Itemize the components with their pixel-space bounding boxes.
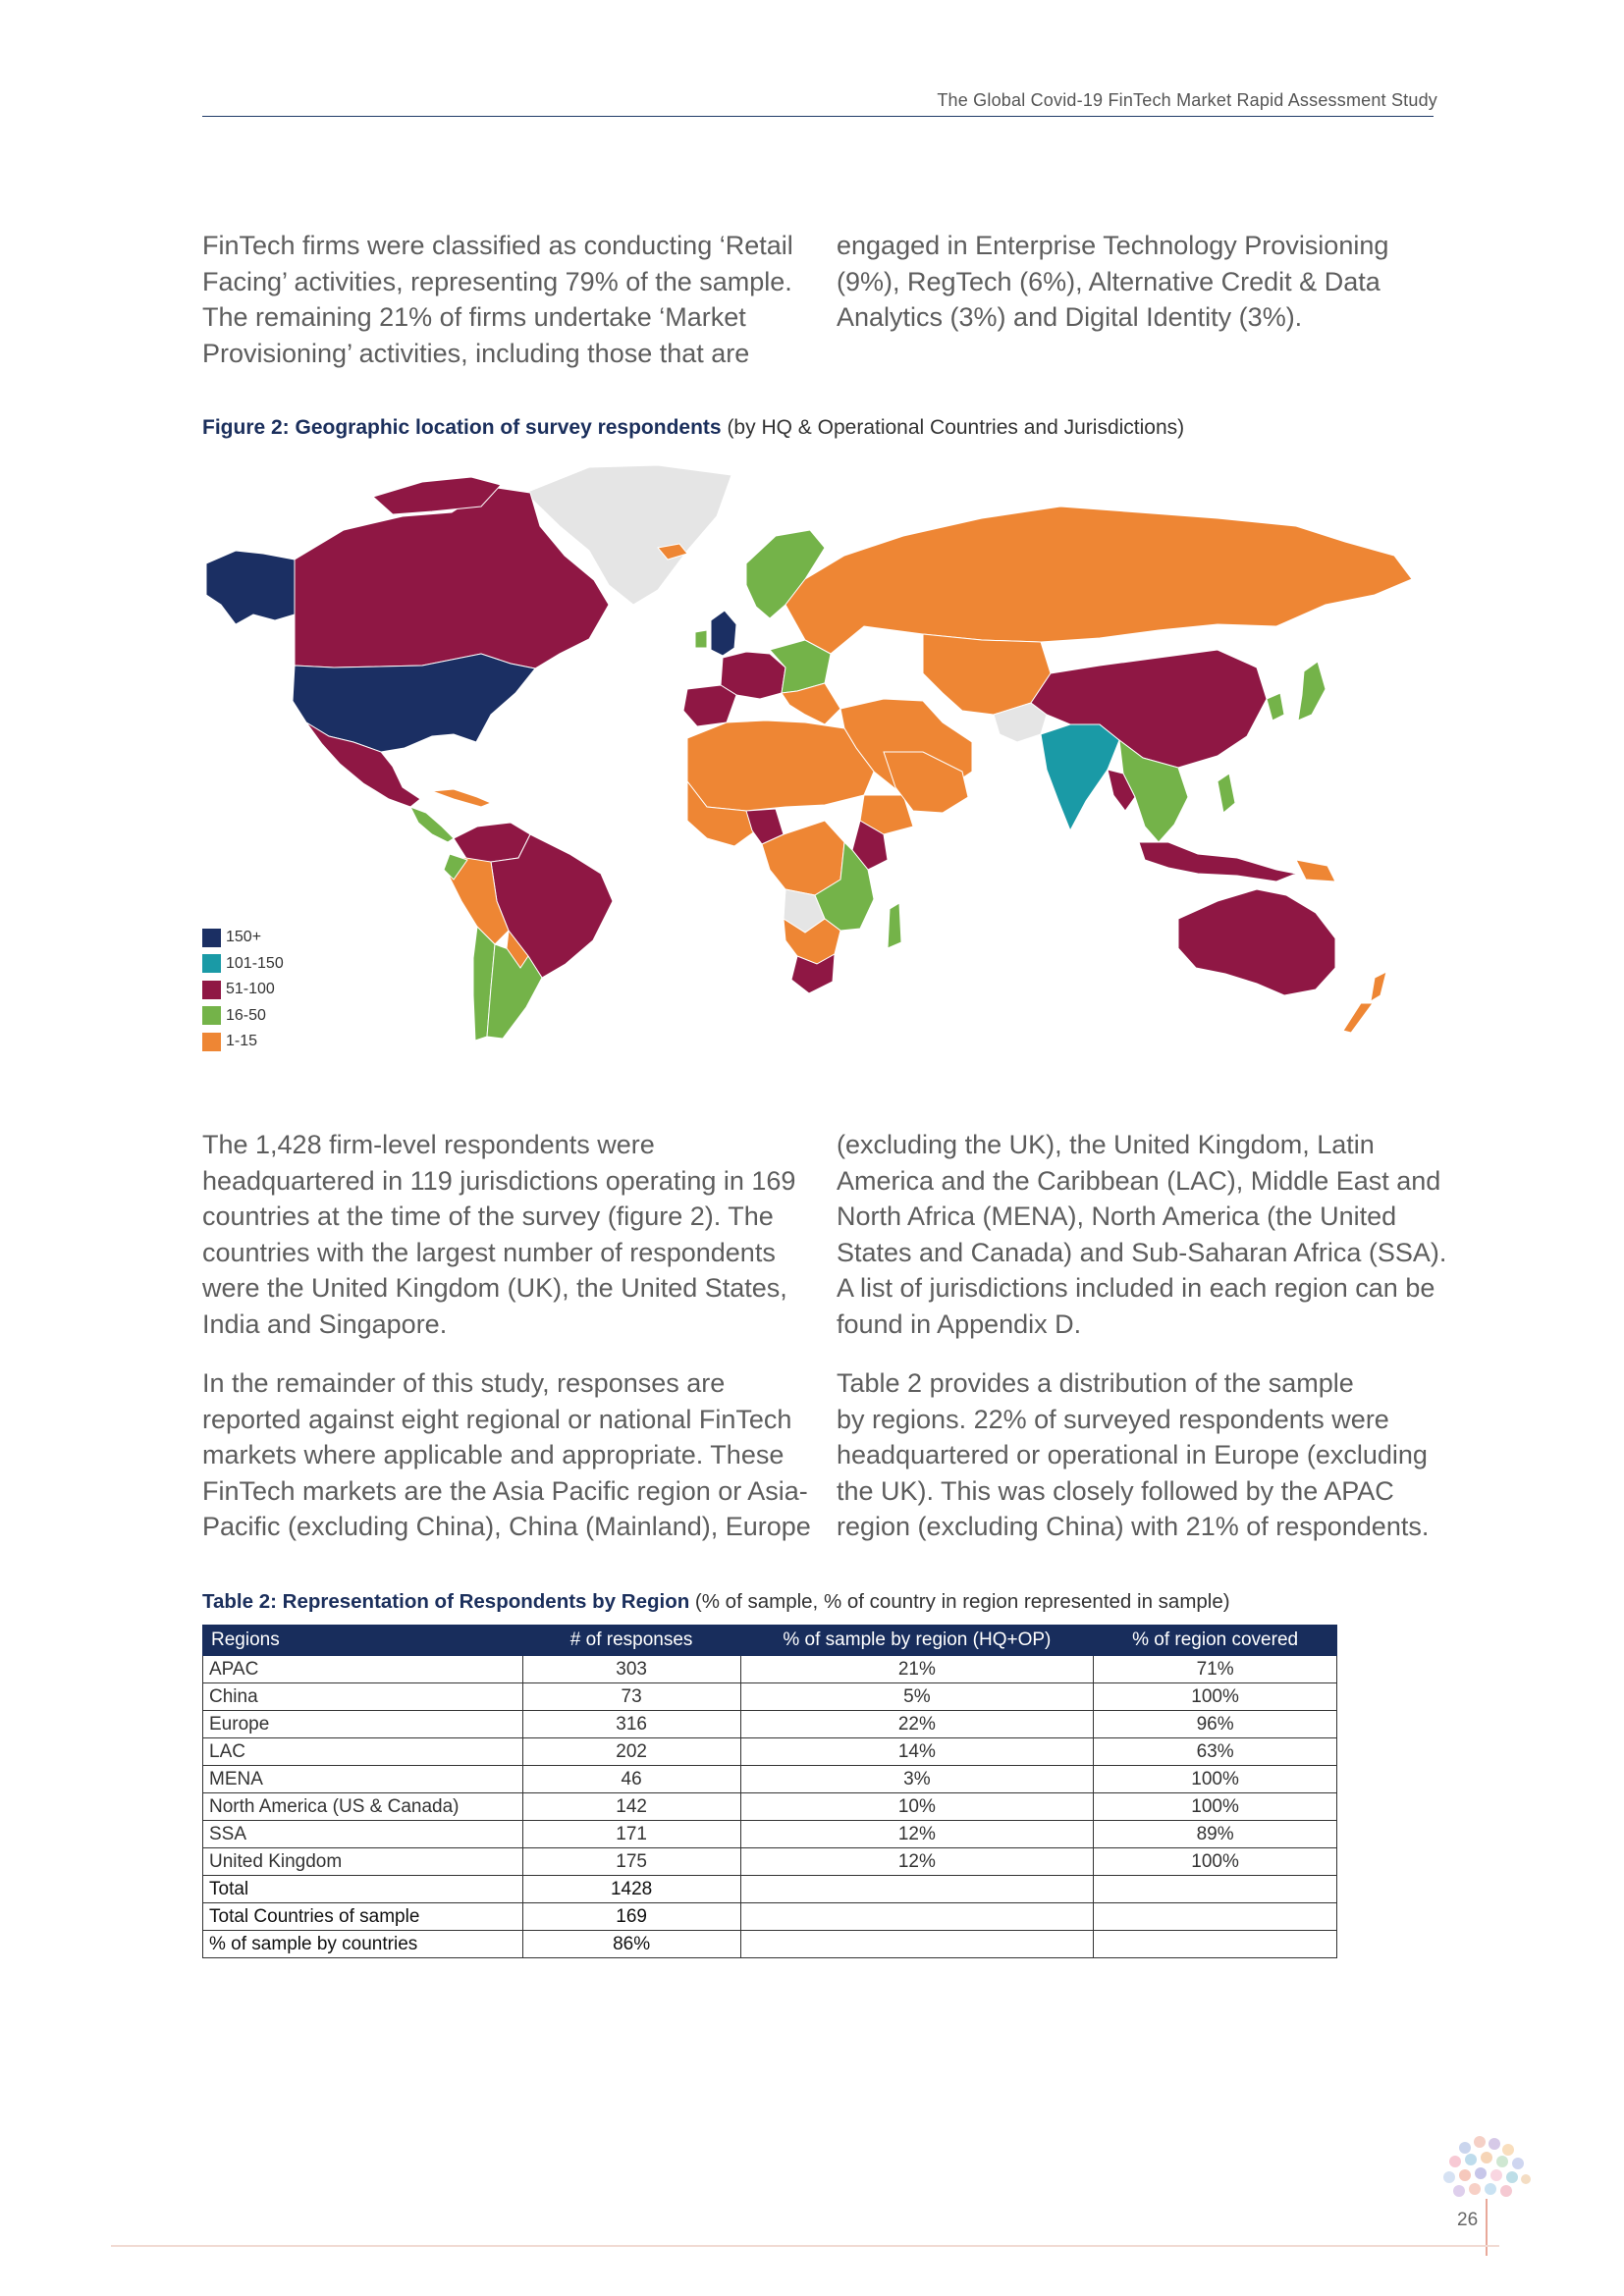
text-line: In the remainder of this study, responses are <box>202 1368 726 1398</box>
table-cell: 100% <box>1094 1683 1337 1711</box>
column-header: % of sample by region (HQ+OP) <box>740 1626 1094 1656</box>
map-region-madagascar <box>888 903 901 948</box>
map-region-north-africa <box>687 721 874 811</box>
table-cell: 169 <box>522 1903 740 1931</box>
table-cell: Total <box>203 1876 523 1903</box>
text-line: Table 2 provides a distribution of the sample <box>837 1368 1354 1398</box>
paragraph <box>202 1127 811 1342</box>
map-region-central-america <box>410 807 454 842</box>
legend-label: 150+ <box>226 929 262 946</box>
text-line: the UK). This was closely followed by the APAC <box>837 1475 1394 1506</box>
table-cell: Total Countries of sample <box>203 1903 523 1931</box>
table-cell: 14% <box>740 1738 1094 1766</box>
legend-swatch <box>202 929 221 947</box>
running-header: The Global Covid-19 FinTech Market Rapid Assessment Study <box>937 90 1437 110</box>
table-cell <box>1094 1876 1337 1903</box>
text-line: FinTech markets are the Asia Pacific region or Asia- <box>202 1475 808 1506</box>
legend-item <box>202 951 284 978</box>
table-cell: 100% <box>1094 1793 1337 1821</box>
page-number: 26 <box>1457 2210 1479 2230</box>
paragraph <box>837 1365 1445 1545</box>
table-cell: 202 <box>522 1738 740 1766</box>
text-line: America and the Caribbean (LAC), Middle East and <box>837 1165 1441 1196</box>
body-left-column <box>202 1127 811 1569</box>
table-cell: 22% <box>740 1711 1094 1738</box>
text-line: countries at the time of the survey (figure 2). The <box>202 1201 774 1231</box>
text-line: reported against eight regional or national FinTech <box>202 1404 792 1434</box>
text-line: by regions. 22% of surveyed respondents were <box>837 1404 1389 1434</box>
text-line: Analytics (3%) and Digital Identity (3%). <box>837 302 1303 332</box>
table-cell: 46 <box>522 1766 740 1793</box>
table-cell: 63% <box>1094 1738 1337 1766</box>
legend-item <box>202 977 284 1003</box>
legend-label: 101-150 <box>226 954 284 972</box>
map-region-caribbean <box>432 789 491 807</box>
column-header: # of responses <box>522 1626 740 1656</box>
table-cell: 5% <box>740 1683 1094 1711</box>
map-region-philippines <box>1218 774 1235 813</box>
table-cell: APAC <box>203 1656 523 1683</box>
text-line: countries with the largest number of respondents <box>202 1237 776 1267</box>
map-region-uk <box>711 611 736 656</box>
legend-item <box>202 1029 284 1055</box>
map-region-australia <box>1178 889 1335 995</box>
table-cell <box>740 1876 1094 1903</box>
intro-left-column <box>202 228 811 395</box>
table-cell: 3% <box>740 1766 1094 1793</box>
table-cell: 89% <box>1094 1821 1337 1848</box>
table-total-row <box>203 1931 1337 1958</box>
text-line: A list of jurisdictions included in each region can be <box>837 1273 1435 1303</box>
text-line: FinTech firms were classified as conducting ‘Retail <box>202 231 793 260</box>
table-cell: 316 <box>522 1711 740 1738</box>
text-line: headquartered in 119 jurisdictions operating in 169 <box>202 1165 796 1196</box>
text-line: The remaining 21% of firms undertake ‘Market <box>202 302 746 332</box>
table-row <box>203 1766 1337 1793</box>
legend-swatch <box>202 1006 221 1025</box>
map-region-korea <box>1267 693 1284 721</box>
map-region-ireland <box>695 630 707 648</box>
table-cell: 175 <box>522 1848 740 1876</box>
table-cell: 71% <box>1094 1656 1337 1683</box>
legend-swatch <box>202 1033 221 1051</box>
table-cell: % of sample by countries <box>203 1931 523 1958</box>
paragraph <box>202 1365 811 1545</box>
table-row <box>203 1821 1337 1848</box>
text-line: (9%), RegTech (6%), Alternative Credit & Data <box>837 266 1380 296</box>
table-cell: MENA <box>203 1766 523 1793</box>
column-header: Regions <box>203 1626 523 1656</box>
region-table <box>202 1625 1337 1958</box>
table-cell: 12% <box>740 1848 1094 1876</box>
text-line: Provisioning’ activities, including those that are <box>202 338 750 368</box>
figure-caption-subtitle: (by HQ & Operational Countries and Jurisdictions) <box>721 416 1185 439</box>
footer-rule <box>111 2245 1499 2247</box>
body-right-column <box>837 1127 1445 1569</box>
table-cell: United Kingdom <box>203 1848 523 1876</box>
world-choropleth-map <box>196 457 1434 1046</box>
legend-label: 51-100 <box>226 981 275 998</box>
map-region-japan <box>1298 662 1326 721</box>
map-region-colombia-venezuela <box>454 823 530 862</box>
text-line: region (excluding China) with 21% of respondents. <box>837 1512 1430 1541</box>
legend-label: 1-15 <box>226 1033 258 1050</box>
map-region-papua-new-guinea <box>1296 860 1335 881</box>
table-cell: 100% <box>1094 1848 1337 1876</box>
table-cell: 73 <box>522 1683 740 1711</box>
table-cell <box>740 1903 1094 1931</box>
map-region-indonesia <box>1139 842 1296 881</box>
figure-caption-title: Figure 2: Geographic location of survey respondents <box>202 416 722 439</box>
table-cell: Europe <box>203 1711 523 1738</box>
column-header: % of region covered <box>1094 1626 1337 1656</box>
table-row <box>203 1656 1337 1683</box>
table-cell: 171 <box>522 1821 740 1848</box>
table-row <box>203 1738 1337 1766</box>
table-caption <box>202 1590 1230 1614</box>
table-header-row <box>203 1626 1337 1656</box>
text-line: States and Canada) and Sub-Saharan Africa (SSA). <box>837 1237 1447 1267</box>
text-line: India and Singapore. <box>202 1308 448 1339</box>
header-rule <box>202 116 1434 117</box>
table-cell: North America (US & Canada) <box>203 1793 523 1821</box>
table-cell: 100% <box>1094 1766 1337 1793</box>
table-cell: 96% <box>1094 1711 1337 1738</box>
map-region-new-zealand-south <box>1343 1003 1373 1033</box>
legend-label: 16-50 <box>226 1006 266 1024</box>
table-cell: SSA <box>203 1821 523 1848</box>
map-region-russia <box>785 507 1412 654</box>
table-cell: 10% <box>740 1793 1094 1821</box>
map-region-india <box>1041 724 1119 830</box>
table-caption-subtitle: (% of sample, % of country in region represented in sample) <box>689 1590 1230 1613</box>
table-cell: 1428 <box>522 1876 740 1903</box>
figure-caption <box>202 416 1184 440</box>
paragraph <box>837 1127 1445 1342</box>
table-cell: 142 <box>522 1793 740 1821</box>
table-row <box>203 1793 1337 1821</box>
map-region-new-zealand <box>1371 972 1386 1001</box>
text-line: engaged in Enterprise Technology Provisioning <box>837 231 1389 260</box>
table-cell <box>1094 1903 1337 1931</box>
map-region-alaska <box>206 551 295 624</box>
text-line: headquartered or operational in Europe (excluding <box>837 1440 1428 1469</box>
table-cell: 12% <box>740 1821 1094 1848</box>
text-line: (excluding the UK), the United Kingdom, Latin <box>837 1130 1375 1159</box>
text-line: North Africa (MENA), North America (the United <box>837 1201 1397 1231</box>
text-line: The 1,428 firm-level respondents were <box>202 1130 655 1159</box>
text-line: Facing’ activities, representing 79% of the sample. <box>202 266 792 296</box>
text-line: Pacific (excluding China), China (Mainland), Europe <box>202 1512 811 1541</box>
table-total-row <box>203 1876 1337 1903</box>
text-line: found in Appendix D. <box>837 1308 1082 1339</box>
table-cell: 86% <box>522 1931 740 1958</box>
table-cell: 21% <box>740 1656 1094 1683</box>
legend-swatch <box>202 981 221 999</box>
map-region-iberia <box>683 685 736 726</box>
tree-logo-icon <box>1435 2130 1534 2258</box>
table-caption-title: Table 2: Representation of Respondents by Region <box>202 1590 690 1613</box>
text-line: were the United Kingdom (UK), the United States, <box>202 1273 787 1303</box>
table-total-row <box>203 1903 1337 1931</box>
legend-swatch <box>202 954 221 973</box>
table-cell: LAC <box>203 1738 523 1766</box>
table-cell <box>740 1931 1094 1958</box>
map-legend <box>202 925 284 1055</box>
legend-item <box>202 1003 284 1030</box>
table-cell <box>1094 1931 1337 1958</box>
table-row <box>203 1711 1337 1738</box>
text-line: markets where applicable and appropriate. These <box>202 1440 785 1469</box>
table-cell: China <box>203 1683 523 1711</box>
table-row <box>203 1683 1337 1711</box>
table-cell: 303 <box>522 1656 740 1683</box>
table-row <box>203 1848 1337 1876</box>
intro-right-column <box>837 228 1445 359</box>
legend-item <box>202 925 284 951</box>
